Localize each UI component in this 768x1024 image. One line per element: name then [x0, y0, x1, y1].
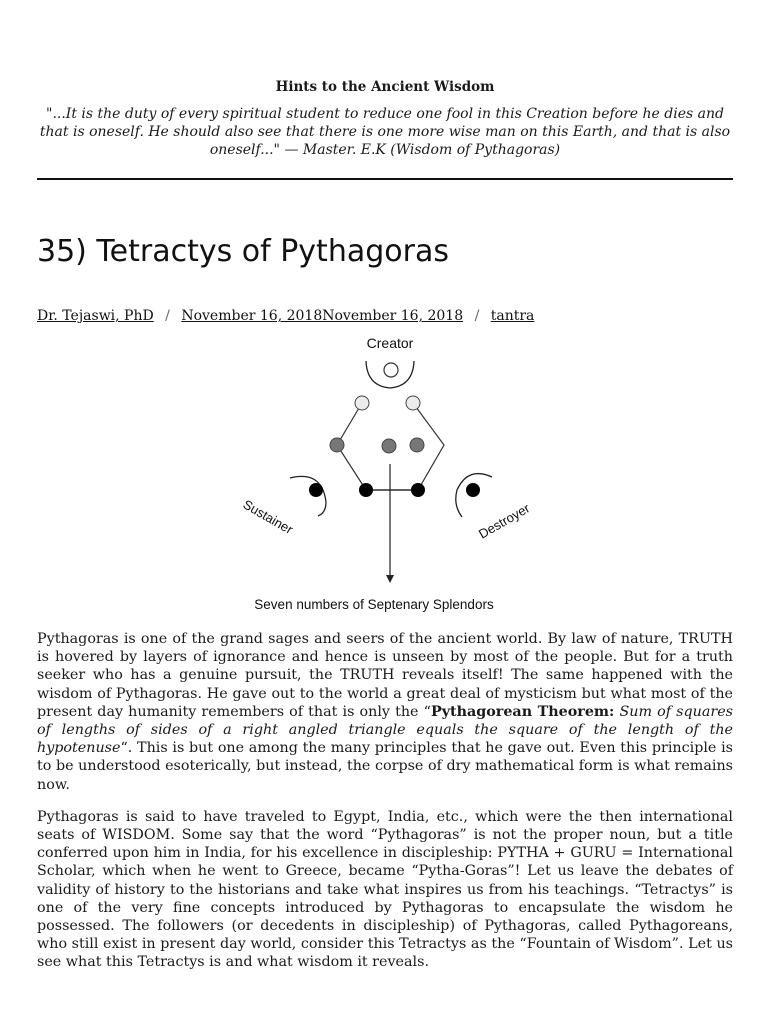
meta-separator: / [165, 308, 170, 324]
dark-dot [411, 483, 425, 497]
date-link[interactable]: November 16, 2018November 16, 2018 [181, 308, 464, 324]
label-creator: Creator [366, 335, 414, 351]
p1-italic: Sum of squares of lengths of sides of a right angled triangle equals the square of the length of the hypotenuse [37, 703, 733, 757]
creator-bowl [366, 361, 414, 388]
site-description: "...It is the duty of every spiritual student to reduce one fool in this Creation before he dies and that is oneself. He should also see that there is one more wise man on this Earth, and that is also oneself..." — Master. E.K (Wisdom of Pythagoras) [39, 106, 731, 158]
tetractys-svg [230, 330, 550, 620]
mid-dot [410, 438, 424, 452]
p1-bold: Pythagorean Theorem: [430, 703, 615, 720]
paragraph-2: Pythagoras is said to have traveled to Egypt, India, etc., which were the then international seats of WISDOM. Some say that the word “Pythagoras” is not the proper noun, but a title conferred upon him in India, for his excellence in discipleship: PYTHA + GURU = International Scholar, which when he went to Greece, became “Pytha-Goras”! Let us leave the debates of validity of history to the historians and take what inspires us from his teachings. “Tetractys” is one of the very fine concepts introduced by Pythagoras to encapsulate the wisdom he possessed. The followers (or decedents in discipleship) of Pythagoras, called Pythagoreans, who still exist in present day world, consider this Tetractys as the “Fountain of Wisdom”. Let us see what this Tetractys is and what wisdom it reveals. [37, 808, 733, 971]
site-header [37, 76, 733, 159]
author-link[interactable]: Dr. Tejaswi, PhD [37, 308, 154, 324]
dark-dot [359, 483, 373, 497]
arrow-head [386, 575, 394, 583]
post-content [37, 630, 733, 986]
figure-caption: Seven numbers of Septenary Splendors [254, 597, 494, 612]
label-destroyer: Destroyer [476, 500, 533, 542]
paragraph-1 [37, 630, 733, 794]
creator-circle [384, 363, 398, 377]
mid-dot [330, 438, 344, 452]
dark-dot [309, 483, 323, 497]
post-title: 35) Tetractys of Pythagoras [37, 234, 449, 269]
tetractys-diagram [230, 330, 550, 620]
p1-text-a: Pythagoras is one of the grand sages and seers of the ancient world. By law of nature, TRUTH is hovered by layers of ignorance and hence is unseen by most of the people. But for a truth seeker who has a genuine pursuit, the TRUTH reveals itself! The same happened with the wisdom of Pythagoras. He gave out to the world a great deal of mysticism but what most of the present day humanity remembers of that is only the “ [37, 631, 733, 720]
header-divider [37, 178, 733, 180]
p1-text-b: “. This is but one among the many principles that he gave out. Even this principle is to be understood esoterically, but instead, the corpse of dry mathematical form is what remains now. [37, 740, 733, 793]
category-link[interactable]: tantra [490, 308, 535, 324]
label-sustainer: Sustainer [240, 496, 296, 538]
light-dot [406, 396, 420, 410]
site-title[interactable]: Hints to the Ancient Wisdom [275, 79, 495, 95]
light-dot [355, 396, 369, 410]
mid-dot [382, 439, 396, 453]
sustainer-curl [290, 476, 326, 516]
dark-dot [466, 483, 480, 497]
meta-separator: / [474, 308, 480, 324]
post-meta [37, 306, 534, 326]
